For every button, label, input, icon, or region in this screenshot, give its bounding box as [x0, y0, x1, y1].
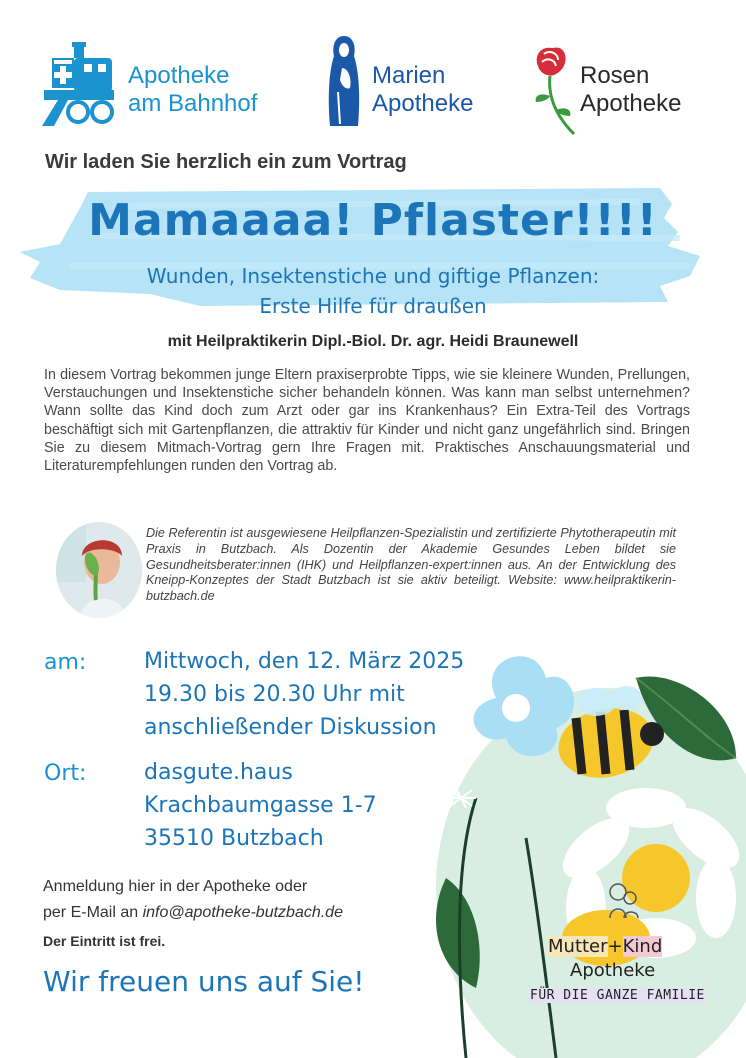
- logo-marien-line1: Marien: [372, 62, 446, 89]
- speaker-portrait-icon: [56, 522, 142, 618]
- location-label: Ort:: [44, 761, 87, 786]
- rose-icon: [530, 44, 576, 136]
- registration-line2: [43, 904, 343, 922]
- event-description: In diesem Vortrag bekommen junge Eltern praxiserprobte Tipps, wie sie kleinere Wunden, Prellungen, Verstauchungen und Insektenstiche sicher behandeln können. Was kann man selbst unternehmen? Wann sollte das Kind doch zum Arzt oder gar ins Krankenhaus? Ein Extra-Teil des Vortrags beschäftigt sich mit Gartenpflanzen, die attraktiv für Kinder und nicht ganz ungefährlich sind. Bringen Sie zu diesem Mitmach-Vortrag gern Ihre Fragen mit. Praktisches Anschauungsmaterial und Literaturempfehlungen runden den Vortrag ab.: [44, 367, 690, 475]
- logo-plus-text: +: [607, 936, 623, 957]
- logo-bahnhof-line2: am Bahnhof: [128, 90, 258, 117]
- event-subtitle-line1: Wunden, Insektenstiche und giftige Pflanzen:: [146, 264, 600, 288]
- location-line3: 35510 Butzbach: [144, 826, 324, 851]
- date-label: am:: [44, 650, 87, 675]
- logo-marien-apotheke: [320, 34, 510, 130]
- registration-prefix: per E-Mail an: [43, 904, 143, 921]
- date-line2: 19.30 bis 20.30 Uhr mit: [144, 682, 405, 707]
- logo-rosen-line1: Rosen: [580, 62, 650, 89]
- logo-bahnhof-line1: Apotheke: [128, 62, 230, 89]
- event-title: Mamaaaa! Pflaster!!!!: [88, 195, 658, 246]
- free-entry-note: Der Eintritt ist frei.: [43, 933, 166, 949]
- logo-rosen-apotheke: [530, 44, 730, 136]
- date-line1: Mittwoch, den 12. März 2025: [144, 649, 465, 674]
- location-line1: dasgute.haus: [144, 760, 293, 785]
- logo-mutter-text: Mutter: [548, 936, 608, 957]
- logo-apotheke-text: Apotheke: [570, 960, 656, 981]
- train-icon: [40, 40, 120, 130]
- logo-apotheke-am-bahnhof: [40, 40, 290, 130]
- location-line2: Krachbaumgasse 1-7: [144, 793, 377, 818]
- logo-rosen-line2: Apotheke: [580, 90, 682, 117]
- logo-mutter-kind-apotheke: [520, 880, 730, 1030]
- logo-tagline: FÜR DIE GANZE FAMILIE: [530, 988, 705, 1003]
- closing-line: Wir freuen uns auf Sie!: [43, 965, 365, 998]
- speaker-bio: Die Referentin ist ausgewiesene Heilpflanzen-Spezialistin und zertifizierte Phytotherapeutin mit Praxis in Butzbach. Als Dozentin der Akademie Gesundes Leben bildet sie Gesundheitsberater:innen (IHK) und Heilpflanzen-expert:innen aus. An der Entwicklung des Kneipp-Konzeptes der Stadt Butzbach ist sie aktiv beteiligt. Website: www.heilpraktikerin-butzbach.de: [146, 526, 676, 604]
- registration-email-link[interactable]: info@apotheke-butzbach.de: [142, 904, 343, 921]
- logo-marien-line2: Apotheke: [372, 90, 474, 117]
- speaker-line: mit Heilpraktikerin Dipl.-Biol. Dr. agr. Heidi Braunewell: [167, 333, 579, 350]
- event-subtitle-line2: Erste Hilfe für draußen: [259, 294, 487, 318]
- family-icon: [604, 880, 644, 920]
- logo-kind-text: Kind: [622, 936, 663, 957]
- speaker-photo: [56, 522, 142, 618]
- registration-line1: Anmeldung hier in der Apotheke oder: [43, 878, 308, 895]
- madonna-icon: [324, 34, 364, 130]
- invitation-line: Wir laden Sie herzlich ein zum Vortrag: [45, 151, 407, 173]
- date-line3: anschließender Diskussion: [144, 715, 437, 740]
